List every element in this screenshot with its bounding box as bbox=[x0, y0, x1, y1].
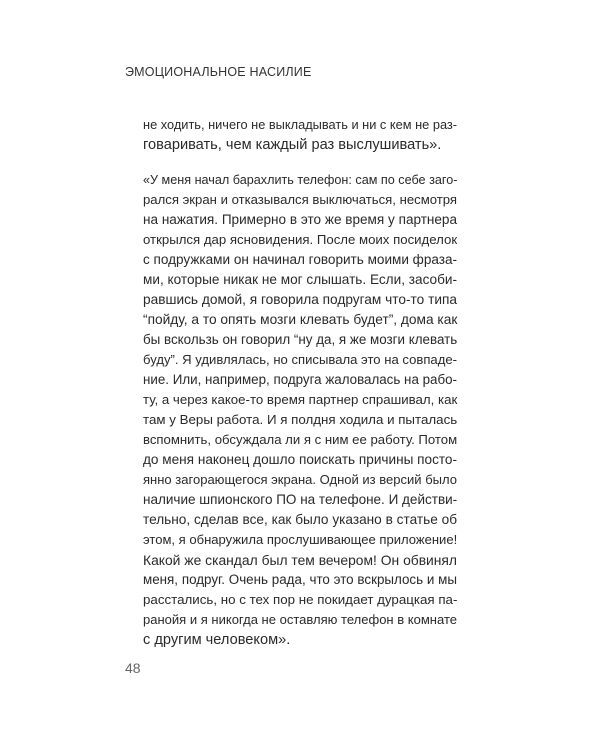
text-line: говаривать, чем каждый раз выслушивать». bbox=[143, 137, 442, 153]
page-number: 48 bbox=[125, 660, 141, 676]
text-line: ние. Или, например, подруга жаловалась на рабо- bbox=[143, 372, 457, 387]
text-line: “пойду, а то опять мозги клевать будет”, дома как bbox=[143, 312, 458, 327]
text-line: наличие шпионского ПО на телефоне. И действи- bbox=[143, 492, 458, 507]
text-line: Какой же скандал был тем вечером! Он обвинял bbox=[143, 552, 457, 568]
text-line: равшись домой, я говорила подругам что-то типа bbox=[143, 292, 457, 307]
text-line: этом, я обнаружила прослушивающее приложение! bbox=[143, 532, 458, 547]
text-line: там у Веры работа. И я полдня ходила и пыталась bbox=[143, 412, 458, 427]
text-line: «У меня начал барахлить телефон: сам по себе заго- bbox=[143, 173, 458, 187]
text-line: с подружками он начинал говорить моими фраза- bbox=[143, 252, 457, 267]
running-head: ЭМОЦИОНАЛЬНОЕ НАСИЛИЕ bbox=[125, 65, 312, 79]
text-line: бы вскользь он говорил “ну да, я же мозги клевать bbox=[143, 332, 458, 347]
paragraph bbox=[143, 170, 457, 650]
text-line: рался экран и отказывался выключаться, несмотря bbox=[143, 192, 457, 207]
text-line: с другим человеком». bbox=[143, 632, 291, 648]
text-line: не ходить, ничего не выкладывать и ни с кем не раз- bbox=[143, 117, 458, 132]
text-line: открылся дар ясновидения. После моих посиделок bbox=[143, 232, 458, 247]
text-line: ранойя и я никогда не оставляю телефон в комнате bbox=[143, 612, 457, 627]
text-line: ту, а через какое-то время партнер спрашивал, как bbox=[143, 392, 458, 407]
text-line: ми, которые никак не мог слышать. Если, засоби- bbox=[143, 272, 457, 287]
text-line: буду”. Я удивлялась, но списывала это на совпаде- bbox=[143, 352, 457, 367]
text-line: вспомнить, обсуждала ли я с ним ее работу. Потом bbox=[143, 432, 458, 447]
text-line: меня, подруг. Очень рада, что это вскрылось и мы bbox=[143, 572, 457, 587]
text-line: янно загорающегося экрана. Одной из версий было bbox=[143, 472, 457, 487]
text-line: до меня наконец дошло поискать причины посто- bbox=[143, 452, 458, 467]
text-line: тельно, сделав все, как было указано в статье об bbox=[143, 512, 457, 527]
paragraph bbox=[143, 115, 457, 155]
text-line: расстались, но с тех пор не покидает дурацкая па- bbox=[143, 592, 458, 607]
text-line: на нажатия. Примерно в это же время у партнера bbox=[143, 212, 457, 227]
